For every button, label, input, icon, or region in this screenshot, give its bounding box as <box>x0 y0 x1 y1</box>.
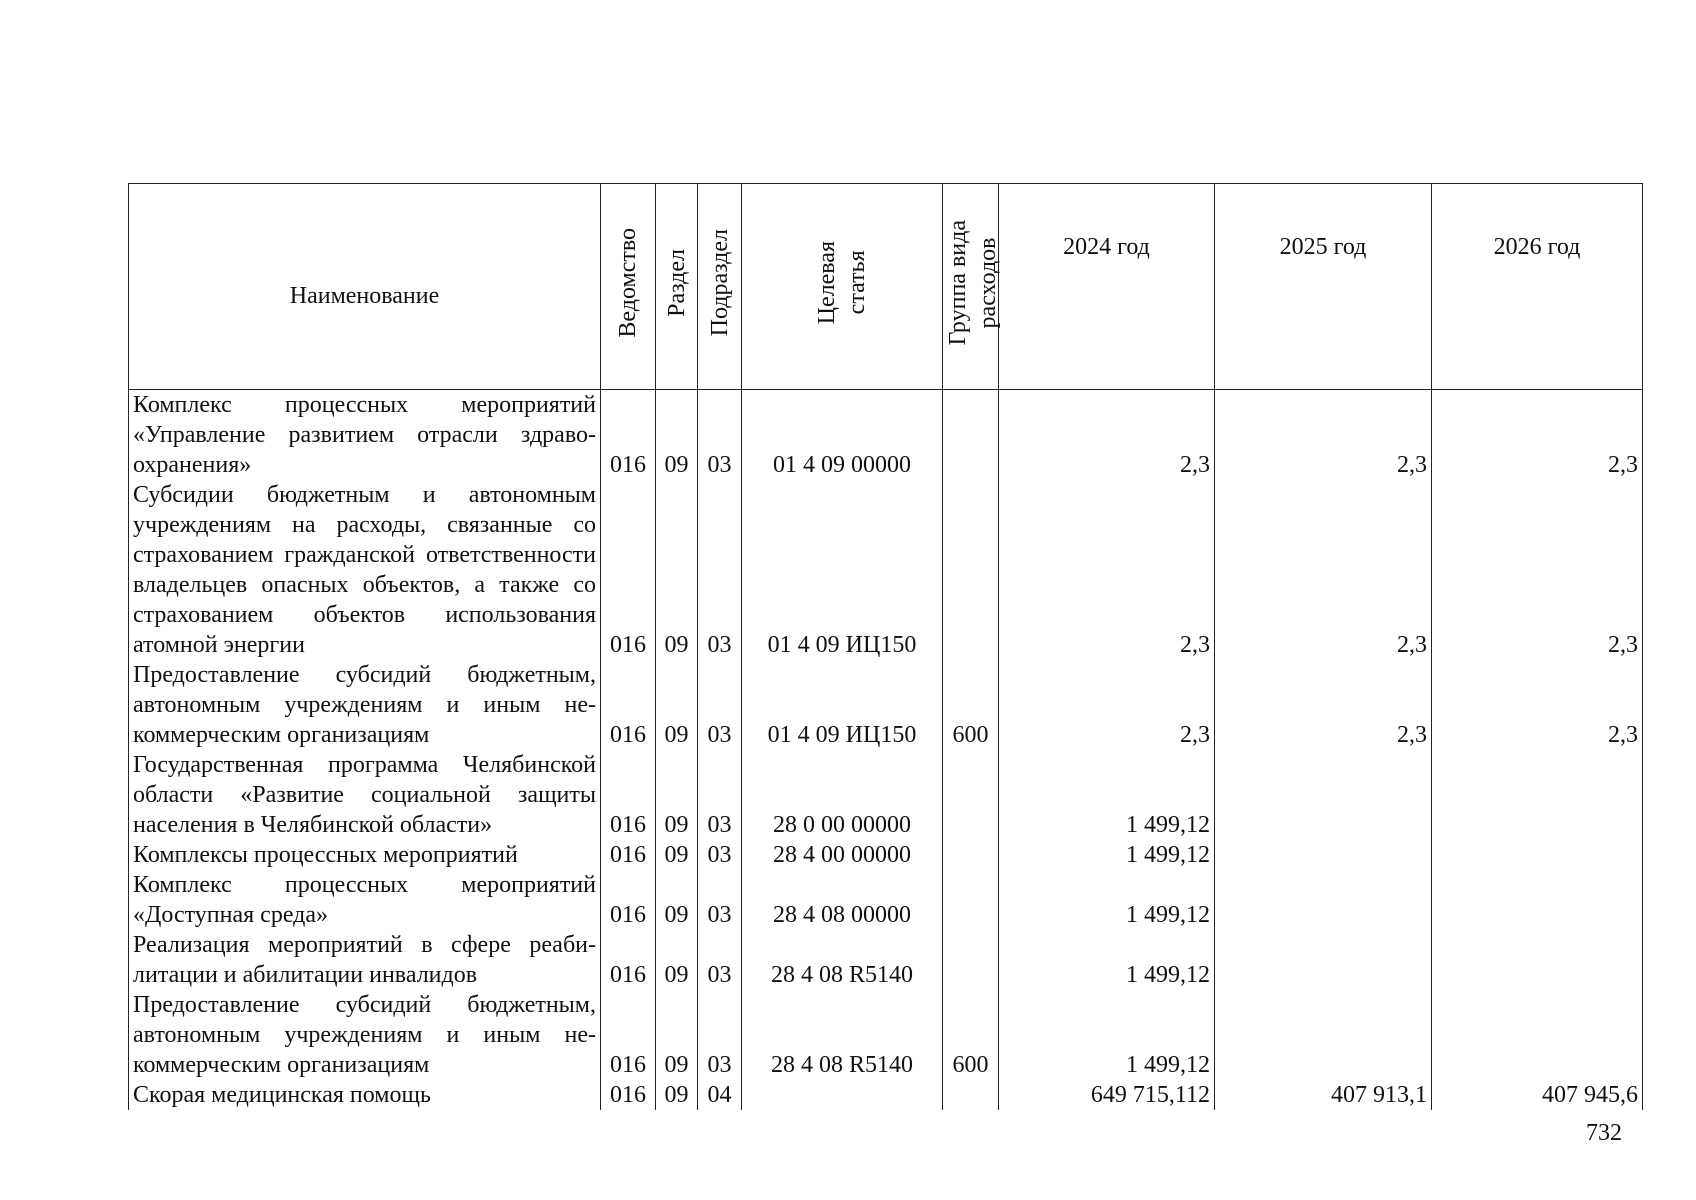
header-expense-group-line1: Группа вида <box>945 219 971 346</box>
row-section-cell: 09 <box>656 930 698 990</box>
row-target-item-cell: 28 4 08 R5140 <box>742 930 943 990</box>
table-row <box>129 930 1643 990</box>
row-expense-group-cell <box>943 390 999 481</box>
row-year-2026-cell: 407 945,6 <box>1432 1080 1643 1110</box>
row-year-2025-cell: 407 913,1 <box>1215 1080 1432 1110</box>
row-year-2025-cell <box>1215 870 1432 930</box>
header-expense-group-line2: расходов <box>975 237 1001 328</box>
row-subsection-cell: 03 <box>698 750 742 840</box>
row-expense-group-cell <box>943 930 999 990</box>
row-expense-group-cell <box>943 750 999 840</box>
row-expense-group-cell: 600 <box>943 990 999 1080</box>
row-expense-group-cell <box>943 480 999 660</box>
row-subsection-cell: 03 <box>698 660 742 750</box>
row-year-2024-cell: 1 499,12 <box>999 840 1215 870</box>
row-year-2025-cell <box>1215 750 1432 840</box>
row-department-cell: 016 <box>601 870 656 930</box>
row-year-2024-cell: 1 499,12 <box>999 990 1215 1080</box>
row-subsection-cell: 04 <box>698 1080 742 1110</box>
row-target-item-cell: 28 4 00 00000 <box>742 840 943 870</box>
row-year-2025-cell <box>1215 930 1432 990</box>
row-subsection-cell: 03 <box>698 840 742 870</box>
row-subsection-cell: 03 <box>698 990 742 1080</box>
row-year-2026-cell <box>1432 990 1643 1080</box>
row-subsection-cell: 03 <box>698 870 742 930</box>
row-department-cell: 016 <box>601 750 656 840</box>
row-year-2026-cell <box>1432 870 1643 930</box>
row-year-2024-cell: 2,3 <box>999 660 1215 750</box>
row-name-cell: Скорая медицинская помощь <box>129 1080 601 1110</box>
header-section: Раздел <box>656 184 698 390</box>
header-expense-group <box>943 184 999 390</box>
row-name-cell: Комплекс процессных мероприятий «Доступная среда» <box>129 870 601 930</box>
row-target-item-cell: 28 4 08 00000 <box>742 870 943 930</box>
header-subsection: Подраздел <box>698 184 742 390</box>
row-expense-group-cell <box>943 1080 999 1110</box>
header-department: Ведомство <box>601 184 656 390</box>
header-year-2026: 2026 год <box>1432 184 1643 390</box>
row-year-2024-cell: 649 715,112 <box>999 1080 1215 1110</box>
row-year-2024-cell: 1 499,12 <box>999 870 1215 930</box>
row-name-cell: Субсидии бюджетным и автономным учреждениям на расходы, связанные со страхованием гражданской ответственности владельцев опасных объектов, а также со страхованием объектов использования атомной энергии <box>129 480 601 660</box>
header-year-2024: 2024 год <box>999 184 1215 390</box>
row-department-cell: 016 <box>601 660 656 750</box>
table-row <box>129 870 1643 930</box>
row-department-cell: 016 <box>601 990 656 1080</box>
row-year-2024-cell: 2,3 <box>999 390 1215 481</box>
row-target-item-cell <box>742 1080 943 1110</box>
row-year-2025-cell: 2,3 <box>1215 480 1432 660</box>
table-row <box>129 840 1643 870</box>
row-year-2026-cell: 2,3 <box>1432 480 1643 660</box>
row-target-item-cell: 01 4 09 00000 <box>742 390 943 481</box>
row-section-cell: 09 <box>656 660 698 750</box>
row-expense-group-cell <box>943 870 999 930</box>
row-year-2026-cell: 2,3 <box>1432 390 1643 481</box>
header-name: Наименование <box>129 184 601 390</box>
row-name-cell: Комплекс процессных мероприятий «Управление развитием отрасли здравоохранения» <box>129 390 601 481</box>
row-year-2024-cell: 1 499,12 <box>999 750 1215 840</box>
row-year-2026-cell <box>1432 930 1643 990</box>
row-year-2026-cell <box>1432 840 1643 870</box>
row-year-2026-cell <box>1432 750 1643 840</box>
row-year-2025-cell: 2,3 <box>1215 390 1432 481</box>
row-section-cell: 09 <box>656 870 698 930</box>
row-year-2026-cell: 2,3 <box>1432 660 1643 750</box>
page-number: 732 <box>1586 1120 1622 1146</box>
table-row <box>129 750 1643 840</box>
row-subsection-cell: 03 <box>698 390 742 481</box>
row-expense-group-cell <box>943 840 999 870</box>
row-subsection-cell: 03 <box>698 480 742 660</box>
row-year-2024-cell: 2,3 <box>999 480 1215 660</box>
row-department-cell: 016 <box>601 840 656 870</box>
row-section-cell: 09 <box>656 990 698 1080</box>
row-expense-group-cell: 600 <box>943 660 999 750</box>
row-department-cell: 016 <box>601 480 656 660</box>
table-row <box>129 390 1643 481</box>
row-subsection-cell: 03 <box>698 930 742 990</box>
table-header-row <box>129 184 1643 390</box>
row-section-cell: 09 <box>656 750 698 840</box>
row-department-cell: 016 <box>601 1080 656 1110</box>
row-target-item-cell: 28 4 08 R5140 <box>742 990 943 1080</box>
table-row <box>129 1080 1643 1110</box>
budget-sheet <box>128 183 1642 1110</box>
header-target-item-line1: Целевая <box>814 240 840 325</box>
row-department-cell: 016 <box>601 930 656 990</box>
row-target-item-cell: 01 4 09 ИЦ150 <box>742 660 943 750</box>
row-section-cell: 09 <box>656 1080 698 1110</box>
header-year-2025: 2025 год <box>1215 184 1432 390</box>
row-section-cell: 09 <box>656 840 698 870</box>
row-year-2024-cell: 1 499,12 <box>999 930 1215 990</box>
row-name-cell: Реализация мероприятий в сфере реабилитации и абилитации инвалидов <box>129 930 601 990</box>
row-section-cell: 09 <box>656 480 698 660</box>
table-row <box>129 660 1643 750</box>
budget-table <box>128 183 1643 1110</box>
row-name-cell: Государственная программа Челябинской области «Развитие социальной защиты населения в Челябинской области» <box>129 750 601 840</box>
row-department-cell: 016 <box>601 390 656 481</box>
header-target-item-line2: статья <box>844 250 870 315</box>
row-name-cell: Предоставление субсидий бюджетным, автономным учреждениям и иным некоммерческим организациям <box>129 660 601 750</box>
header-target-item <box>742 184 943 390</box>
row-target-item-cell: 01 4 09 ИЦ150 <box>742 480 943 660</box>
row-name-cell: Предоставление субсидий бюджетным, автономным учреждениям и иным некоммерческим организациям <box>129 990 601 1080</box>
row-year-2025-cell <box>1215 990 1432 1080</box>
table-row <box>129 480 1643 660</box>
row-year-2025-cell: 2,3 <box>1215 660 1432 750</box>
row-section-cell: 09 <box>656 390 698 481</box>
row-target-item-cell: 28 0 00 00000 <box>742 750 943 840</box>
row-name-cell: Комплексы процессных мероприятий <box>129 840 601 870</box>
row-year-2025-cell <box>1215 840 1432 870</box>
table-row <box>129 990 1643 1080</box>
